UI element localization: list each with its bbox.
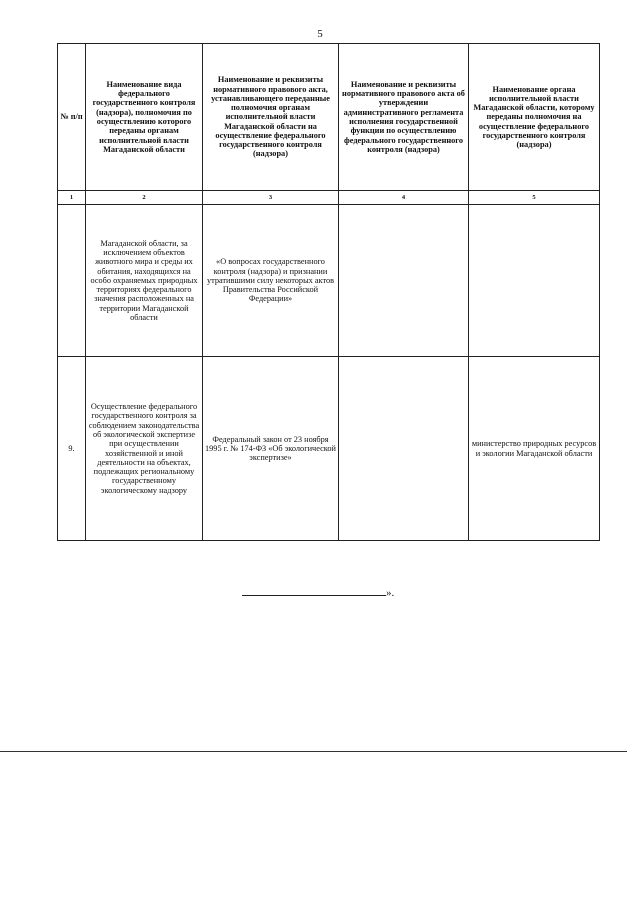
row-authority: министерство природных ресурсов и экологии Магаданской области (469, 357, 600, 541)
page-number: 5 (317, 28, 323, 40)
header-control-type: Наименование вида федерального государственного контроля (надзора), полномочия по осуществлению которого переданы органам исполнительной власти Магаданской области (86, 44, 203, 191)
column-number: 3 (203, 191, 339, 205)
row-legal-act: Федеральный закон от 23 ноября 1995 г. № 174-ФЗ «Об экологической экспертизе» (203, 357, 339, 541)
row-number: 9. (58, 357, 86, 541)
table-row (58, 357, 600, 541)
row-control-type: Осуществление федерального государственного контроля за соблюдением законодательства об экологической экспертизе при осуществлении хозяйственной и иной деятельности на объектах, подлежащих региональному государственному экологическому надзору (86, 357, 203, 541)
closing-mark (242, 585, 394, 599)
header-number: № п/п (58, 44, 86, 191)
header-regulation-act: Наименование и реквизиты нормативного правового акта об утверждении административного регламента исполнения государственной функции по осуществлению федерального государственного контроля (надзора) (339, 44, 469, 191)
closing-underline (242, 585, 386, 596)
header-authority: Наименование органа исполнительной власти Магаданской области, которому переданы полномочия на осуществление федерального государственного контроля (надзора) (469, 44, 600, 191)
delegated-powers-table (57, 43, 600, 541)
row-number (58, 205, 86, 357)
footer-divider (0, 751, 627, 752)
column-number: 1 (58, 191, 86, 205)
row-regulation-act (339, 205, 469, 357)
column-number: 4 (339, 191, 469, 205)
row-regulation-act (339, 357, 469, 541)
column-number: 2 (86, 191, 203, 205)
table-row (58, 205, 600, 357)
column-number-row (58, 191, 600, 205)
row-legal-act: «О вопросах государственного контроля (надзора) и признании утратившими силу некоторых актов Правительства Российской Федерации» (203, 205, 339, 357)
table-header-row (58, 44, 600, 191)
row-authority (469, 205, 600, 357)
header-legal-act: Наименование и реквизиты нормативного правового акта, устанавливающего переданные полномочия органам исполнительной власти Магаданской области на осуществление федерального государственного контроля (надзора) (203, 44, 339, 191)
closing-quote: ». (386, 587, 395, 599)
column-number: 5 (469, 191, 600, 205)
row-control-type: Магаданской области, за исключением объектов животного мира и среды их обитания, находящихся на особо охраняемых природных территориях федерального значения расположенных на территории Магаданской области (86, 205, 203, 357)
